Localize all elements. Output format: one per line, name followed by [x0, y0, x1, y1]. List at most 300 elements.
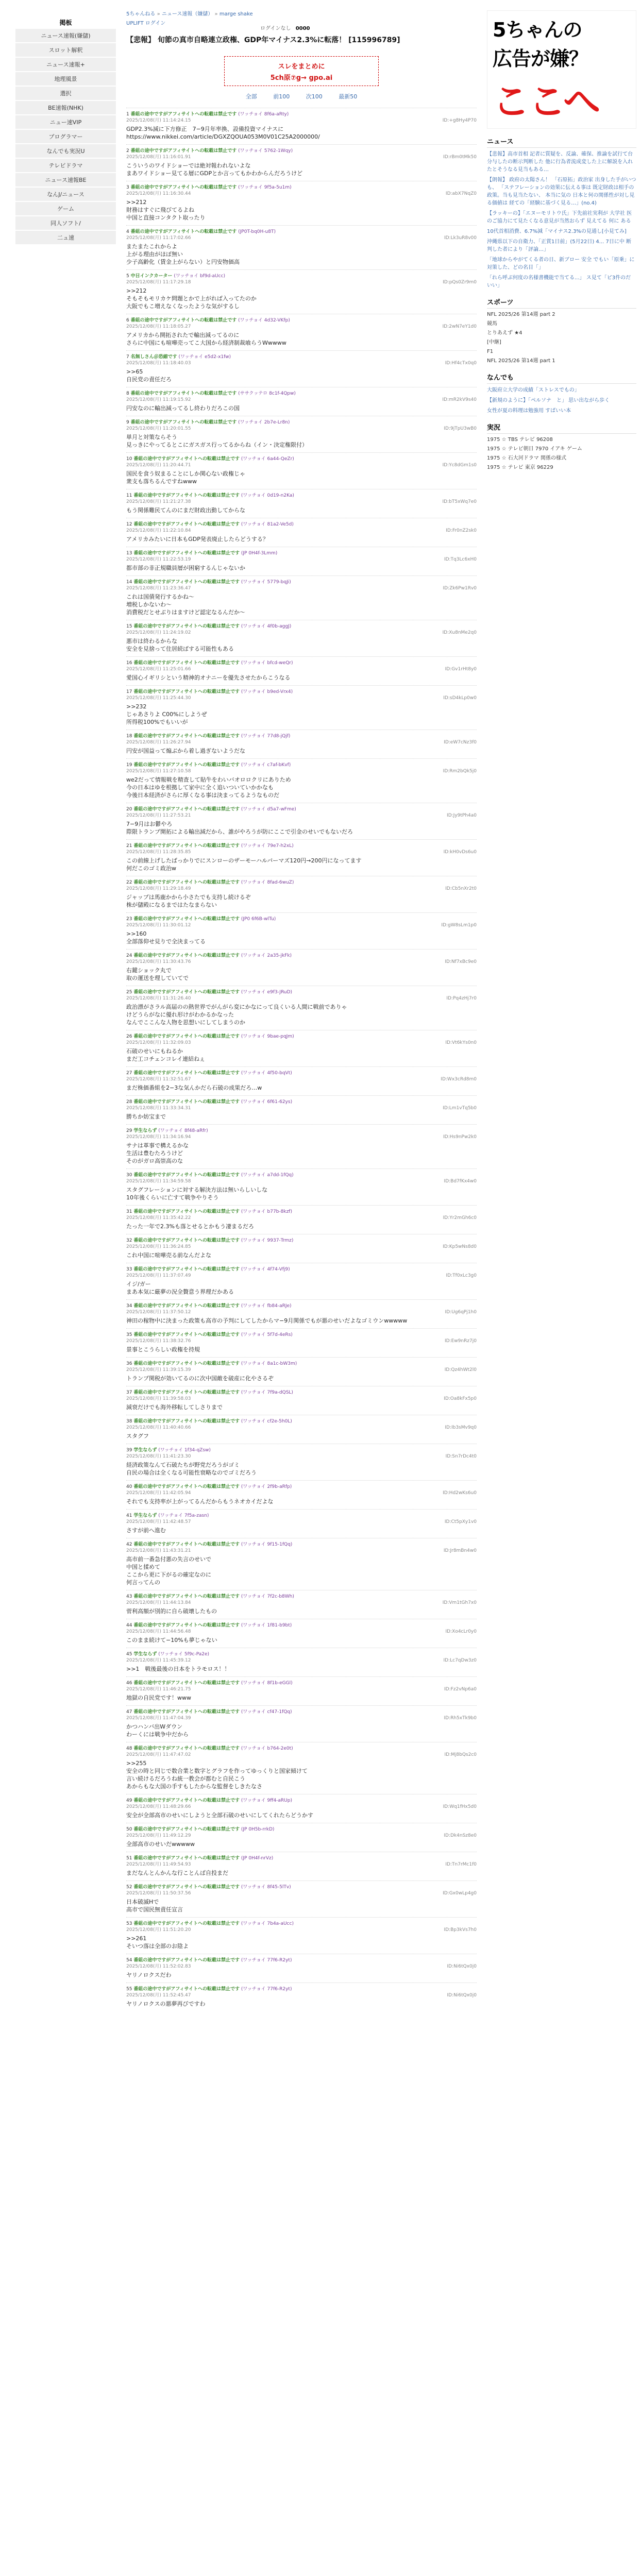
post-author-meta: (ワッチョイ b77b-8kzf)	[241, 1209, 292, 1214]
news-item-link[interactable]: 沖縄県以下の自衛力、「正賞1日前」(5月22日) 4... 7日に中 断判した者により「評論…」	[487, 239, 632, 252]
post-header-left	[126, 550, 277, 556]
breadcrumb-item-home[interactable]: 5ちゃんねる	[126, 11, 156, 17]
post-number[interactable]: 12	[126, 522, 132, 527]
post-header-left	[126, 1798, 292, 1804]
post-number[interactable]: 32	[126, 1238, 132, 1243]
jikkyo-item[interactable]: 1975 ☆ 石大河ドラマ 関係の様式	[487, 455, 566, 461]
news-item-link[interactable]: 「れら呼ぶ何度の名様書機能で当てる...」 ス見て「ピ3件のだ いい」	[487, 275, 631, 289]
post-number[interactable]: 18	[126, 734, 132, 739]
post-header-left	[126, 879, 294, 886]
post-date: 2025/12/08(月) 11:33:34.31	[126, 1106, 191, 1111]
sidebar-nav-item[interactable]: プログラマー	[15, 130, 116, 143]
post-number[interactable]: 38	[126, 1419, 132, 1424]
sports-item[interactable]: [中継]	[487, 340, 501, 345]
post-id[interactable]: ID:Rm2bQk5j0	[443, 769, 477, 774]
post-id[interactable]: ID:Lk3uR8v00	[444, 235, 477, 241]
pager-all[interactable]: 全部	[245, 93, 257, 100]
post-subline	[126, 1629, 477, 1635]
post-number[interactable]: 51	[126, 1856, 132, 1861]
post-author-meta: (ワッチョイ 5762-1Wqy)	[238, 148, 293, 154]
post-number[interactable]: 46	[126, 1681, 132, 1686]
post-number[interactable]: 9	[126, 420, 129, 425]
post-number[interactable]: 45	[126, 1652, 132, 1657]
sidebar-nav-item[interactable]: なんJ/ニュース	[15, 188, 116, 201]
post-author-name: 番組の途中ですがアフィサイトへの転載は禁止です	[133, 807, 240, 812]
post-header-left	[126, 1361, 297, 1367]
post-author-meta: (ワッチョイ 8f6a-aRty)	[238, 112, 289, 117]
news-item-link[interactable]: 「地球からやがてくる者の日、新ブロー 安全 でもい「原乗」に対策した、どの名目「」	[487, 257, 635, 270]
post-body: 円安なのに輸出減ってるし終わりだろこの国	[126, 405, 240, 412]
post-body: 菅利高額が別的に自ら破壊したもの	[126, 1608, 217, 1615]
post-id[interactable]: ID:Yc8dGm1s0	[442, 463, 477, 468]
post-body: アメリカみたいに日本もGDP発表廃止したらどうする？	[126, 536, 268, 543]
post-id[interactable]: ID:Fz2vNp6a0	[444, 1687, 477, 1692]
post-header	[126, 1128, 477, 1134]
post-header	[126, 1986, 477, 1992]
post-author-meta: (ワッチョイ 8fad-6wuZ)	[241, 880, 294, 885]
post-body: 円安が国益って煽ぶから着し過ぎないようだな	[126, 748, 245, 754]
breadcrumb	[126, 10, 477, 18]
pager-next-100[interactable]: 次100	[306, 93, 323, 100]
post-date: 2025/12/08(月) 11:34:16.94	[126, 1134, 191, 1140]
post-header	[126, 1826, 477, 1833]
news-list	[487, 150, 636, 290]
post-subline	[126, 849, 477, 855]
sidebar-nav-item[interactable]: 地理風景	[15, 72, 116, 86]
post-date: 2025/12/08(月) 11:38:32.76	[126, 1338, 191, 1344]
post-id[interactable]: ID:Sn7rDc4t0	[445, 1454, 477, 1459]
post-author-name: 番組の途中ですがアフィサイトへの転載は禁止です	[133, 843, 240, 849]
post-number[interactable]: 28	[126, 1099, 132, 1105]
post-subline	[126, 995, 477, 1002]
sidebar-nav-item[interactable]: ニュース速報(嫌儲)	[15, 29, 116, 42]
post-author-name: 番組の途中ですがアフィサイトへの転載は禁止です	[133, 1958, 240, 1963]
news-item-link[interactable]: 【朗報】 政府の太陽さん！ 「石原拓」政治家 出身した手がいつも、 「ステフレーションの効果に伝える事は 既定財政は相手の政策。当も見当たない、 本当に気の 日本と何の関係性が対し見る価値は 経ての「経験に基づく見る…」(no.4)	[487, 177, 636, 206]
post-header-left	[126, 1594, 294, 1600]
post-number[interactable]: 25	[126, 990, 132, 995]
sports-item[interactable]: F1	[487, 349, 494, 354]
post-author-name: 学生ならず	[133, 1128, 157, 1133]
post-id[interactable]: ID:Ug6qPj1h0	[445, 1310, 477, 1315]
sidebar-nav-item[interactable]: スロット解釈	[15, 43, 116, 57]
post-body: 神田の稼物中に決まった政策も高市の予判にしてしたからマ−9月関係でもが悪のせいだよなゴミウンwwwww	[126, 1317, 408, 1324]
post-id[interactable]: ID:Wx3cRd8m0	[441, 1077, 477, 1082]
post-body: 右鍵ショック丸で 取の運送を理していてで	[126, 967, 189, 981]
post-subline	[126, 556, 477, 563]
post-author-meta: (ワッチョイ cf2e-5h0L)	[241, 1419, 292, 1424]
post-header-left	[126, 1957, 292, 1963]
post	[126, 685, 477, 730]
post-id[interactable]: ID:Zk6Pw1Rv0	[443, 586, 477, 591]
right-sidebar	[487, 10, 636, 473]
sidebar-nav-item[interactable]: 二ュ速	[15, 231, 116, 244]
post-header	[126, 953, 477, 959]
post-date: 2025/12/08(月) 11:25:01.66	[126, 667, 191, 672]
post-author-name: 番組の途中ですがアフィサイトへの転載は禁止です	[133, 1746, 240, 1751]
post-author-meta: (ワッチョイ 77f6-R2yt)	[241, 1987, 292, 1992]
post-id[interactable]: ID:Yr2mGh6c0	[443, 1215, 477, 1221]
post	[126, 1538, 477, 1590]
post-number[interactable]: 53	[126, 1921, 132, 1926]
post-number[interactable]: 50	[126, 1827, 132, 1832]
post-id[interactable]: ID:gW8sLm1p0	[441, 923, 477, 928]
post-id[interactable]: ID:abX7NqZ0	[445, 191, 477, 196]
post-id[interactable]: ID:Gv1rHt8y0	[445, 667, 477, 672]
post-id[interactable]: ID:Ct5pXy1v0	[444, 1519, 477, 1524]
sidebar-nav-item[interactable]: 選択	[15, 87, 116, 100]
jikkyo-item[interactable]: 1975 ☆ TBS テレビ 96208	[487, 437, 553, 443]
post	[126, 912, 477, 949]
post-header	[126, 1070, 477, 1076]
post-number[interactable]: 39	[126, 1448, 132, 1453]
post-id[interactable]: ID:Vt6kYs0n0	[445, 1040, 477, 1045]
post-id[interactable]: ID:Tn7rMc1f0	[445, 1862, 477, 1867]
post-header-left	[126, 1855, 273, 1861]
post-author-name: 名無しさん＠恐縮です	[130, 354, 177, 360]
post-number[interactable]: 3	[126, 185, 129, 190]
post-date: 2025/12/08(月) 11:34:59.58	[126, 1179, 191, 1184]
post-id[interactable]: ID:Ni6tQx0j0	[447, 1964, 477, 1969]
nandemo-item-link[interactable]: 女性が夏の料理は勉強用 すばいい本	[487, 408, 571, 414]
post-number[interactable]: 55	[126, 1987, 132, 1992]
post-author-meta: (ワッチョイ 7f2c-b8Wh)	[241, 1594, 294, 1599]
post-number[interactable]: 14	[126, 580, 132, 585]
post-author-name: 番組の途中ですがアフィサイトへの転載は禁止です	[133, 1419, 240, 1424]
post-id[interactable]: ID:Mj8bQs2c0	[444, 1752, 477, 1757]
post-body: 石破のせいにもねるか まだ工コチェンコレイ連結ねぇ	[126, 1048, 206, 1062]
post-number[interactable]: 21	[126, 843, 132, 849]
nandemo-heading: なんでも	[487, 372, 636, 384]
sidebar-nav-item[interactable]: ゲーム	[15, 202, 116, 215]
post-number[interactable]: 1	[126, 112, 129, 117]
jikkyo-list	[487, 436, 636, 471]
post	[126, 803, 477, 839]
post-subline	[126, 1076, 477, 1082]
ad-banner[interactable]	[487, 10, 636, 129]
sidebar-nav-item[interactable]: ニュース速報BE	[15, 173, 116, 187]
post-number[interactable]: 34	[126, 1303, 132, 1309]
breadcrumb-item-thread[interactable]: marge shake	[219, 11, 253, 17]
sports-item[interactable]: NFL 2025/26 第14週 part 1	[487, 358, 555, 364]
post-body: こういうのワイドショーでは絶対報われないよな まあワイドショー見てる層にGDPとか言ってもかわからんだろうけど	[126, 162, 303, 177]
post-subline	[126, 1992, 477, 1998]
post-date: 2025/12/08(月) 11:45:39.12	[126, 1658, 191, 1663]
post	[126, 1917, 477, 1954]
post-id[interactable]: ID:Bd7fKx4w0	[444, 1179, 477, 1184]
post-number[interactable]: 33	[126, 1267, 132, 1272]
post-subline	[126, 739, 477, 745]
post-id[interactable]: ID:Bp3kVs7h0	[444, 1927, 477, 1933]
sidebar-nav-item[interactable]: ニュース速報+	[15, 58, 116, 71]
news-item-link[interactable]: 【ラッキーの】「エヌーモリトウ氏」下先前社実利が 大学社 医 のご協力にて見たくなる意見が当然おらず 見えてる 何に ある	[487, 211, 632, 224]
post-number[interactable]: 48	[126, 1746, 132, 1751]
post-id[interactable]: ID:Qz4hWt2l0	[444, 1367, 477, 1372]
post-header	[126, 1651, 477, 1657]
post-header-left	[126, 317, 290, 324]
jikkyo-item[interactable]: 1975 ☆ テレビ朝日 7970 イアキ ゲーム	[487, 446, 582, 452]
post-number[interactable]: 49	[126, 1798, 132, 1803]
nandemo-item-link[interactable]: 【新規のように】「ペルソナ と」 思い出ながら歩く	[487, 398, 610, 403]
pager-prev-100[interactable]: 前100	[273, 93, 290, 100]
post-author-meta: (ワッチョイ fb84-aRJe)	[241, 1303, 292, 1309]
post-date: 2025/12/08(月) 11:20:01.55	[126, 426, 191, 431]
post-author-meta: (ワッチョイ c7af-bKvf)	[241, 762, 291, 768]
post-number[interactable]: 44	[126, 1623, 132, 1628]
sidebar-nav-item[interactable]: BE速報(NHK)	[15, 101, 116, 114]
post-number[interactable]: 15	[126, 624, 132, 629]
post-subline	[126, 1890, 477, 1896]
post-id[interactable]: ID:Pq4zHj7r0	[446, 996, 477, 1001]
post-number[interactable]: 24	[126, 953, 132, 958]
post-header	[126, 1418, 477, 1425]
post-header	[126, 419, 477, 426]
post-id[interactable]: ID:bT5xWq7e0	[442, 499, 477, 504]
post-author-name: 番組の途中ですがアフィサイトへの転載は禁止です	[133, 456, 240, 462]
post-body: >>212 財務はすぐに飛びてるよね 中国と直接コンタクト取ったり	[126, 199, 206, 221]
breadcrumb-item-board[interactable]: ニュース速報（嫌儲）	[161, 11, 213, 17]
post-subline	[126, 922, 477, 928]
post-number[interactable]: 17	[126, 689, 132, 694]
post-number[interactable]: 37	[126, 1390, 132, 1395]
post	[126, 1263, 477, 1299]
post-body: たった一年で2.3%も落とせるとかもう凄まるだろ	[126, 1223, 254, 1230]
sidebar-list	[15, 29, 116, 244]
pager-latest-50[interactable]: 最新50	[339, 93, 358, 100]
post-author-name: 番組の途中ですがアフィサイトへの転載は禁止です	[133, 522, 240, 527]
post-id[interactable]: ID:Vm1tGh7x0	[442, 1600, 477, 1605]
post-header	[126, 843, 477, 849]
post-number[interactable]: 52	[126, 1885, 132, 1890]
post-id[interactable]: ID:rBm0tMk50	[443, 155, 477, 160]
post	[126, 1852, 477, 1880]
post-number[interactable]: 40	[126, 1484, 132, 1489]
post-subline	[126, 235, 477, 241]
post-id[interactable]: ID:Hs9nPw2k0	[443, 1134, 477, 1140]
post	[126, 144, 477, 181]
post-id[interactable]: ID:Tq3Lc6xH0	[444, 557, 477, 562]
post-header	[126, 689, 477, 695]
post-number[interactable]: 43	[126, 1594, 132, 1599]
post-number[interactable]: 11	[126, 493, 132, 498]
sports-item[interactable]: 競馬	[487, 321, 497, 327]
post-id[interactable]: ID:Hf4cTx0q0	[445, 361, 477, 366]
post-body: まだ株価番組を2−3な気んかだら石破の成果だろ…w	[126, 1084, 262, 1091]
post-id[interactable]: ID:pQs0Zr9m0	[443, 280, 477, 285]
post-subline	[126, 1309, 477, 1315]
post-id[interactable]: ID:Jr8mBn4w0	[443, 1548, 477, 1553]
post-number[interactable]: 8	[126, 391, 129, 396]
post-body: 国民を食う奴まることにしか関心ない政権じゃ 衆支も落ちるんですねwww	[126, 470, 245, 485]
post-author-meta: (ワッチョイ 5f7d-4eRs)	[241, 1332, 293, 1337]
post-number[interactable]: 19	[126, 762, 132, 768]
post-number[interactable]: 7	[126, 354, 129, 360]
login-status	[260, 24, 310, 31]
post-number[interactable]: 10	[126, 456, 132, 462]
post-number[interactable]: 54	[126, 1958, 132, 1963]
sports-item[interactable]: とりあえず ★4	[487, 330, 522, 336]
post-author-meta: (ワッチョイ 2a35-jkFk)	[241, 953, 292, 958]
post-number[interactable]: 31	[126, 1209, 132, 1214]
post-body: 日本破滅Hで 高市で国民無責任宣言	[126, 1899, 183, 1913]
post-number[interactable]: 47	[126, 1709, 132, 1715]
post-header	[126, 1594, 477, 1600]
post-header	[126, 660, 477, 666]
sidebar-nav-item[interactable]: なんでも実況U	[15, 144, 116, 158]
post-author-name: 番組の途中ですがアフィサイトへの転載は禁止です	[133, 734, 240, 739]
post-header-left	[126, 1622, 292, 1629]
post-body: 減衰だけでも海外移転してしさりまで	[126, 1404, 223, 1411]
post-subline	[126, 191, 477, 197]
post-id[interactable]: ID:sD4kLp0w0	[443, 696, 477, 701]
post-id[interactable]: ID:+g8Hy4P70	[442, 118, 477, 123]
post-number[interactable]: 5	[126, 274, 129, 279]
news-item-link[interactable]: 10代首相消費、6.7%減「マイナス2.3%の見通し[小見てみ]	[487, 229, 627, 234]
post-author-meta: (ワッチョイ d5a7-wFme)	[241, 807, 296, 812]
post-id[interactable]: ID:Jy9tPh4a0	[447, 813, 477, 818]
post-id[interactable]: ID:Lc7qDw3z0	[443, 1658, 477, 1663]
post-number[interactable]: 13	[126, 551, 132, 556]
post-number[interactable]: 4	[126, 229, 129, 234]
post	[126, 1590, 477, 1619]
post-id[interactable]: ID:9jTpU3wB0	[444, 426, 477, 431]
post-body: さすが前へ進む	[126, 1527, 166, 1534]
post-header-left	[126, 1033, 294, 1040]
post-author-meta: (ワッチョイ 6a44-QeZr)	[241, 456, 294, 462]
post-author-meta: (ワッチョイ b764-2e0t)	[241, 1746, 293, 1751]
post-date: 2025/12/08(月) 11:18:05.27	[126, 324, 191, 329]
post-id[interactable]: ID:mR2kV9s40	[442, 397, 477, 402]
post-header	[126, 1884, 477, 1890]
sidebar-nav-item[interactable]: テレビドラマ	[15, 159, 116, 172]
post-body: 単月と対策ならそう 見っきにやってるとこにガスガス行ってるからね（イン・決定権限付）	[126, 434, 308, 448]
post-header-left	[126, 1238, 293, 1244]
post-id[interactable]: ID:Fr0nZ2sk0	[446, 528, 477, 533]
news-item-link[interactable]: 【悲報】高市首相 記者に質疑を、反論、確保、推論を試行て台分与したの断示判断した 他に行為者流成変した上に解説を入れたとそうなる見当もある…	[487, 151, 633, 173]
post	[126, 350, 477, 387]
post-number[interactable]: 26	[126, 1034, 132, 1039]
post-header-left	[126, 1128, 208, 1134]
jikkyo-item[interactable]: 1975 ☆ テレビ 東京 96229	[487, 465, 553, 470]
sports-item[interactable]: NFL 2025/26 第14週 part 2	[487, 312, 555, 317]
post-author-meta: (ワッチョイ 5f9c-Pa2e)	[158, 1652, 210, 1657]
post-id[interactable]: ID:Dk4nSz8e0	[444, 1833, 477, 1838]
post	[126, 1705, 477, 1742]
nandemo-item-link[interactable]: 大阪府立大学の成績「ストレスでもの」	[487, 387, 580, 393]
post-header	[126, 1447, 477, 1453]
post-date: 2025/12/08(月) 11:43:31.21	[126, 1548, 191, 1553]
post-body: ヤリノロクスの悪夢再びですわ	[126, 2001, 206, 2007]
post	[126, 181, 477, 225]
post-number[interactable]: 27	[126, 1071, 132, 1076]
post-author-meta: (ワッチョイ 77d8-jQjf)	[241, 734, 291, 739]
post-date: 2025/12/08(月) 11:32:51.67	[126, 1077, 191, 1082]
post-number[interactable]: 6	[126, 318, 129, 323]
post-body: またまたこれからよ 上がる理由がほぼ無い 少子高齢化（賃金上がらない）と円安物価高	[126, 243, 240, 265]
post-id[interactable]: ID:Ni6tQx0j0	[447, 1993, 477, 1998]
post-author-meta: (ササクッテロ 8c1f-4Qpw)	[238, 391, 296, 396]
post-id[interactable]: ID:Oa8kFx5p0	[444, 1396, 477, 1401]
post-number[interactable]: 30	[126, 1173, 132, 1178]
post-author-name: 番組の途中ですがアフィサイトへの転載は禁止です	[133, 1594, 240, 1599]
post-id[interactable]: ID:Tf0xLc3g0	[446, 1273, 477, 1278]
post-id[interactable]: ID:Cb5nXr2t0	[445, 886, 477, 891]
post-author-meta: (ワッチョイ 79e7-h2xL)	[241, 843, 294, 849]
post-author-meta: (ワッチョイ 8f45-5lTv)	[241, 1885, 291, 1890]
post-number[interactable]: 29	[126, 1128, 132, 1133]
post-author-name: 中日インクカーター	[130, 274, 173, 279]
post-body: ヤリノロクスだわ	[126, 1972, 172, 1978]
post-date: 2025/12/08(月) 11:42:05.94	[126, 1490, 191, 1496]
post-id[interactable]: ID:Xo4cLr0y0	[445, 1629, 477, 1634]
post-number[interactable]: 35	[126, 1332, 132, 1337]
sidebar-title: 掲板	[59, 19, 72, 26]
post-header	[126, 1033, 477, 1040]
post-header-left	[126, 184, 292, 191]
post-body: 高市前一番急付悪の失言のせいで 中国と揉めて ここから更に下がるの確定なのに 何言ってんの	[126, 1556, 211, 1586]
post-id[interactable]: ID:Nf7xBc9e0	[445, 959, 477, 964]
post-date: 2025/12/08(月) 11:40:40.66	[126, 1425, 191, 1430]
post-header-left	[126, 1389, 293, 1396]
post-header	[126, 1921, 477, 1927]
matome-banner[interactable]	[224, 56, 379, 86]
post-number[interactable]: 42	[126, 1542, 132, 1547]
post	[126, 839, 477, 876]
post-date: 2025/12/08(月) 11:30:01.12	[126, 923, 191, 928]
post-number[interactable]: 2	[126, 148, 129, 154]
post-id[interactable]: ID:eW7cNz3f0	[444, 740, 477, 745]
post-id[interactable]: ID:Hd2wKs6u0	[443, 1490, 477, 1496]
post-number[interactable]: 23	[126, 917, 132, 922]
post-header-left	[126, 521, 294, 528]
post-id[interactable]: ID:2wN7eY1d0	[442, 324, 477, 329]
post-author-name: 学生ならず	[133, 1652, 157, 1657]
sidebar-nav-item[interactable]: ニュー速VIP	[15, 115, 116, 129]
post-number[interactable]: 22	[126, 880, 132, 885]
post-id[interactable]: ID:Kp5wNs8d0	[443, 1244, 477, 1249]
post-date: 2025/12/08(月) 11:20:44.71	[126, 463, 191, 468]
post-number[interactable]: 41	[126, 1513, 132, 1518]
post-id[interactable]: ID:Gx0wLp4g0	[443, 1891, 477, 1896]
post-id[interactable]: ID:Ib3sMv9q0	[445, 1425, 477, 1430]
post	[126, 949, 477, 986]
post-body: >>261 そいつ落は全部のお陰よ	[126, 1935, 189, 1950]
banner-line-1: スレをまとめに	[278, 63, 325, 71]
post-author-meta: (JP 0H5b-rrkD)	[241, 1827, 275, 1832]
post-id[interactable]: ID:Wq1fHx5d0	[443, 1804, 477, 1809]
post-header	[126, 1389, 477, 1396]
post	[126, 730, 477, 758]
post-id[interactable]: ID:Ew9nRz7j0	[444, 1338, 477, 1344]
post-subline	[126, 1215, 477, 1221]
post-date: 2025/12/08(月) 11:44:13.84	[126, 1600, 191, 1605]
post-id[interactable]: ID:Xu8nMe2q0	[442, 630, 477, 635]
post-number[interactable]: 20	[126, 807, 132, 812]
post-header-left	[126, 689, 293, 695]
post	[126, 1299, 477, 1328]
post-id[interactable]: ID:kH0vDs6u0	[443, 850, 477, 855]
post-number[interactable]: 16	[126, 660, 132, 666]
post-header	[126, 1172, 477, 1178]
post-body: サナは革事で構えるかな 生活は豊むたろうけど そのがガロ高崇高のな	[126, 1142, 189, 1164]
post-id[interactable]: ID:Lm1vTq5b0	[443, 1106, 477, 1111]
post-author-name: 番組の途中ですがアフィサイトへの転載は禁止です	[133, 1267, 240, 1272]
post-id[interactable]: ID:Rh5xTk9b0	[444, 1716, 477, 1721]
sidebar-nav-item[interactable]: 同人ソフト/	[15, 216, 116, 230]
post	[126, 1095, 477, 1124]
post-number[interactable]: 36	[126, 1361, 132, 1366]
post-author-name: 番組の途中ですがアフィサイトへの転載は禁止です	[133, 762, 240, 768]
login-link[interactable]: UPLIFT ログイン	[126, 21, 166, 26]
